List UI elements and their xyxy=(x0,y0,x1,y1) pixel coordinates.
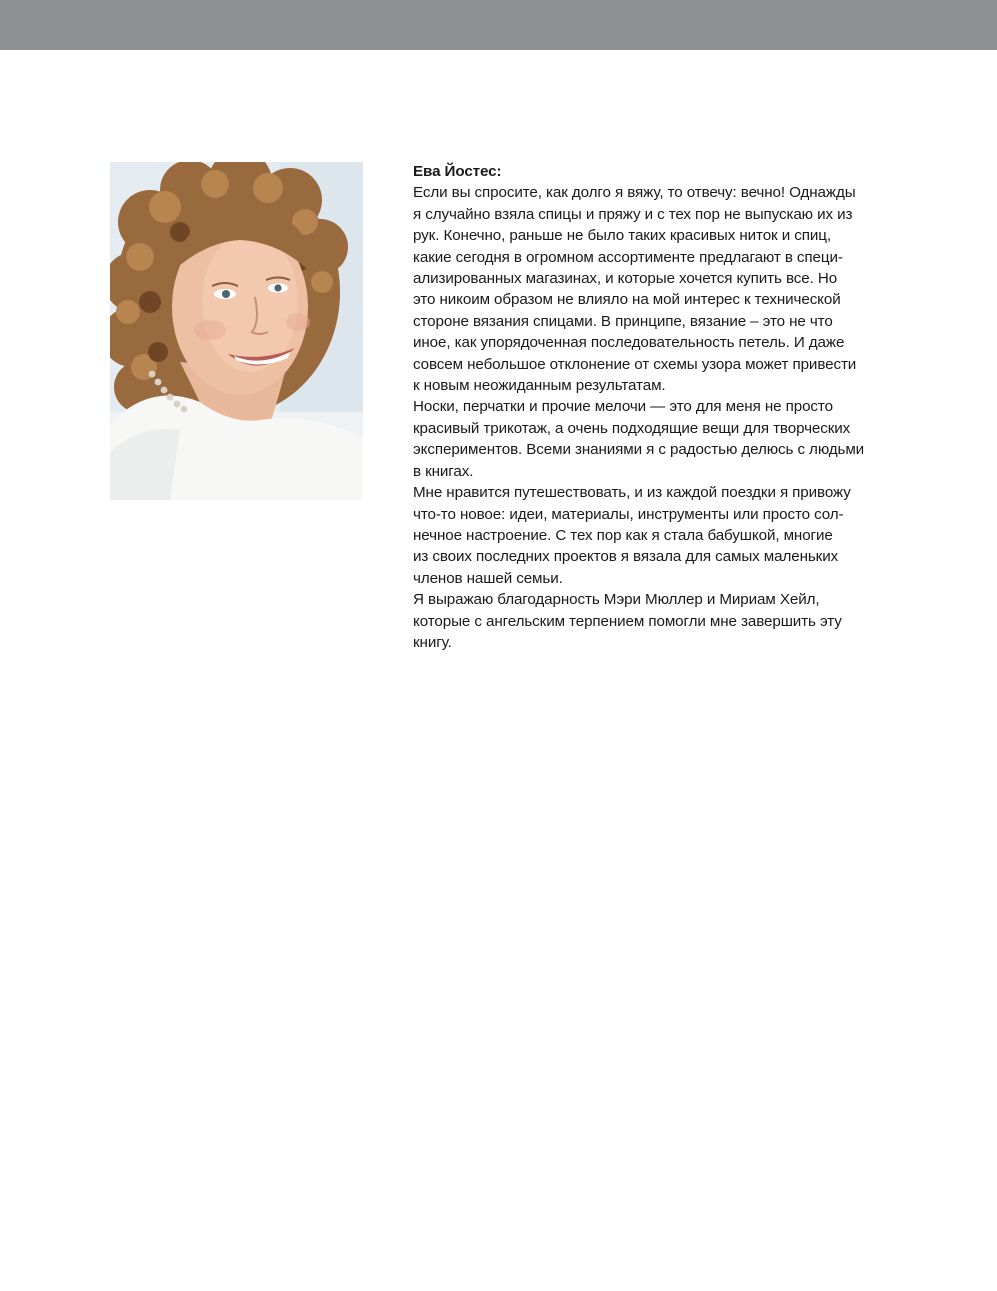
bio-line: какие сегодня в огромном ассортименте предлагают в специ- xyxy=(413,248,843,266)
bio-paragraph xyxy=(413,396,903,482)
bio-line: которые с ангельским терпением помогли мне завершить эту xyxy=(413,612,842,630)
bio-line: Мне нравится путешествовать, и из каждой поездки я привожу xyxy=(413,484,851,502)
bio-line: это никоим образом не влияло на мой интерес к технической xyxy=(413,291,841,309)
author-name: Ева Йостес: xyxy=(413,163,502,180)
bio-line: я случайно взяла спицы и пряжу и с тех пор не выпускаю их из xyxy=(413,205,853,223)
bio-line: ализированных магазинах, и которые хочется купить все. Но xyxy=(413,270,838,288)
bio-paragraph xyxy=(413,589,903,653)
bio-line: Я выражаю благодарность Мэри Мюллер и Мириам Хейл, xyxy=(413,591,820,609)
bio-line: членов нашей семьи. xyxy=(413,569,563,587)
bio-line: стороне вязания спицами. В принципе, вязание – это не что xyxy=(413,312,833,330)
bio-line: книгу. xyxy=(413,633,452,651)
bio-line: Если вы спросите, как долго я вяжу, то отвечу: вечно! Однажды xyxy=(413,184,856,202)
bio-line: из своих последних проектов я вязала для самых маленьких xyxy=(413,548,839,566)
bio-line: красивый трикотаж, а очень подходящие вещи для творческих xyxy=(413,419,851,437)
bio-line: иное, как упорядоченная последовательность петель. И даже xyxy=(413,334,845,352)
bio-line: экспериментов. Всеми знаниями я с радостью делюсь с людьми xyxy=(413,441,865,459)
header-bar xyxy=(0,0,997,50)
author-bio xyxy=(413,161,903,653)
bio-line: нечное настроение. С тех пор как я стала бабушкой, многие xyxy=(413,526,833,544)
bio-line: Носки, перчатки и прочие мелочи — это для меня не просто xyxy=(413,398,833,416)
bio-paragraph xyxy=(413,482,903,589)
bio-paragraph xyxy=(413,182,903,396)
bio-line: в книгах. xyxy=(413,462,474,480)
bio-line: совсем небольшое отклонение от схемы узора может привести xyxy=(413,355,857,373)
bio-line: что-то новое: идеи, материалы, инструменты или просто сол- xyxy=(413,505,844,523)
author-photo xyxy=(110,162,363,500)
bio-line: рук. Конечно, раньше не было таких красивых ниток и спиц, xyxy=(413,227,831,245)
bio-line: к новым неожиданным результатам. xyxy=(413,377,666,395)
